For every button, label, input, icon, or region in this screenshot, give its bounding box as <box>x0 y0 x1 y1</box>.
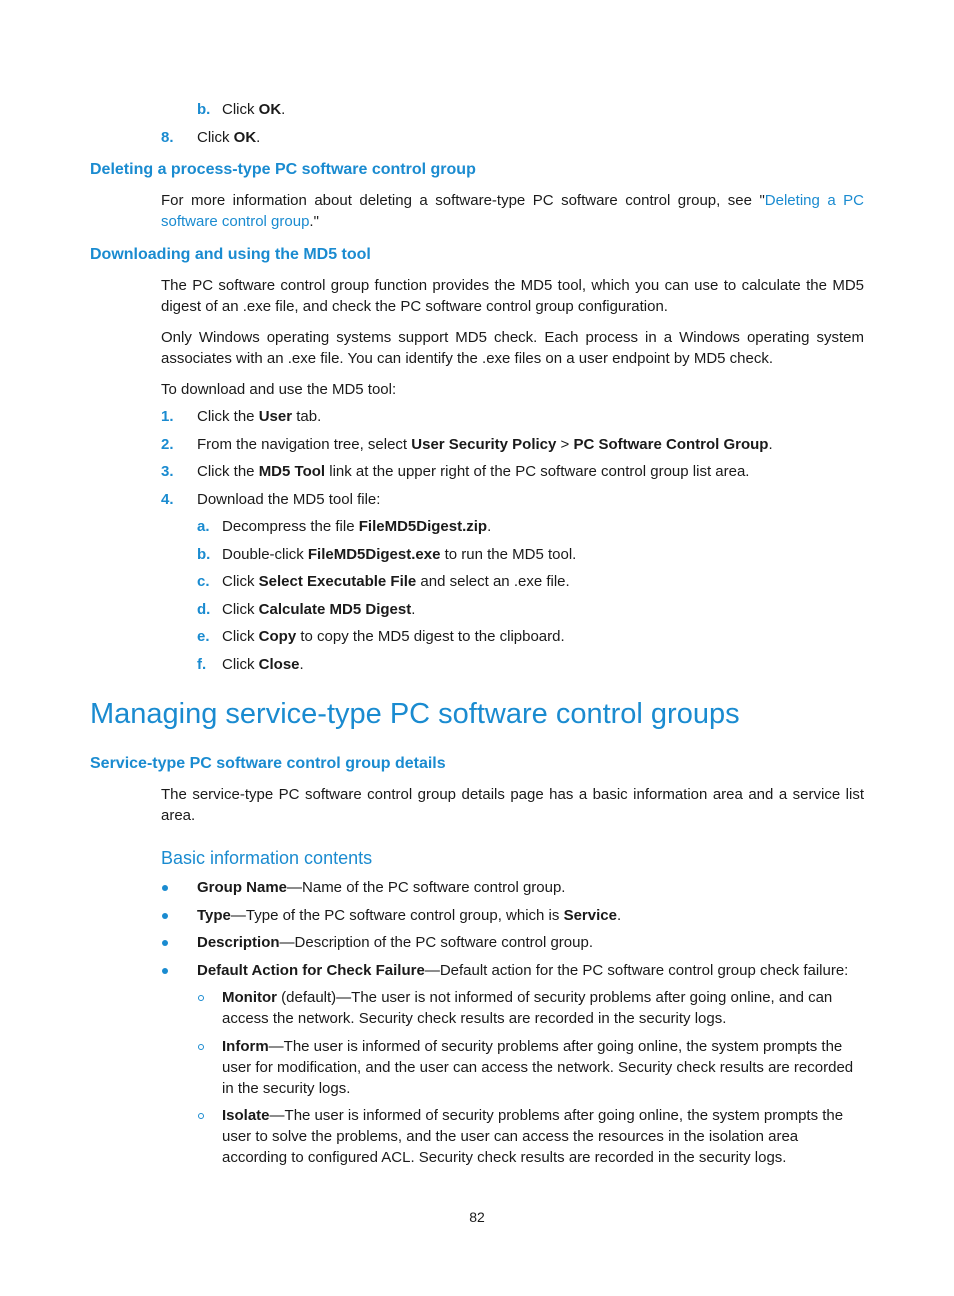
bullet-term: Group Name <box>197 879 288 896</box>
substep-text <box>222 599 415 620</box>
bold-term: FileMD5Digest.zip <box>358 518 488 535</box>
substep-marker: c. <box>197 573 210 590</box>
deleting-link[interactable]: Deleting a PC software control group <box>161 192 864 230</box>
subbullet-desc: (default)—The user is not informed of security problems after going online, and can access the network. Security check results are recorded in the security logs. <box>222 989 833 1027</box>
bullet-desc: . <box>616 907 622 924</box>
md5-paragraph-2: Only Windows operating systems support MD5 check. Each process in a Windows operating system associates with an .exe file. You can identify the .exe files on a user endpoint by MD5 check. <box>161 329 864 367</box>
step-marker: 8. <box>161 129 174 146</box>
bullet-item <box>197 932 593 953</box>
text-run: . <box>768 436 773 453</box>
bold-term: User Security Policy <box>411 436 557 453</box>
text-run: Decompress the file <box>222 518 359 535</box>
bullet-desc: —Type of the PC software control group, which is <box>230 907 564 924</box>
step-text <box>197 434 773 455</box>
text-run: Click <box>222 573 259 590</box>
bullet-desc: —Default action for the PC software control group check failure: <box>424 962 849 979</box>
text-run: Click <box>222 628 259 645</box>
heading-md5: Downloading and using the MD5 tool <box>90 246 371 263</box>
step-text-post: . <box>281 101 286 118</box>
substep-marker: d. <box>197 601 211 618</box>
text-run: Click <box>222 601 259 618</box>
step-text-post: . <box>256 129 261 146</box>
bullet-term: Type <box>197 907 231 924</box>
subbullet-term: Inform <box>222 1038 269 1055</box>
subbullet-term: Monitor <box>222 989 277 1006</box>
text-run: . <box>411 601 416 618</box>
step-marker: 3. <box>161 463 174 480</box>
deleting-paragraph <box>161 190 864 232</box>
text-run: > <box>556 436 574 453</box>
step-marker: 1. <box>161 408 174 425</box>
bold-term: FileMD5Digest.exe <box>307 546 441 563</box>
text-run: . <box>487 518 492 535</box>
bullet-desc: —Name of the PC software control group. <box>287 879 566 896</box>
text-run: to copy the MD5 digest to the clipboard. <box>296 628 565 645</box>
subbullet-desc: —The user is informed of security problems after going online, the system prompts the user for modification, and the user can access the network. Security check results are recorded in the security logs. <box>222 1038 854 1097</box>
heading-details: Service-type PC software control group details <box>90 755 446 772</box>
step-text <box>197 489 380 510</box>
text-run: Double-click <box>222 546 308 563</box>
subheading-basic-info: Basic information contents <box>161 848 373 868</box>
deleting-text-post: ." <box>309 213 319 230</box>
bullet-item <box>197 877 565 898</box>
bullet-dot-icon <box>162 968 168 974</box>
substep-marker: b. <box>197 546 211 563</box>
substep-text <box>222 626 565 647</box>
page-number: 82 <box>469 1209 485 1225</box>
circle-bullet-icon <box>198 1044 204 1050</box>
substep-marker: a. <box>197 518 210 535</box>
md5-intro: To download and use the MD5 tool: <box>161 381 397 398</box>
step-text-pre: Click <box>222 101 259 118</box>
bullet-term: Description <box>197 934 280 951</box>
substep-text <box>222 654 304 675</box>
details-paragraph: The service-type PC software control group details page has a basic information area and a service list area. <box>161 786 864 824</box>
bold-term: Select Executable File <box>258 573 417 590</box>
step-text-bold: OK <box>233 129 257 146</box>
step-text <box>197 461 749 482</box>
subbullet-item <box>222 1036 864 1099</box>
circle-bullet-icon <box>198 995 204 1001</box>
heading-deleting: Deleting a process-type PC software control group <box>90 161 476 178</box>
substep-marker: f. <box>197 656 207 673</box>
bullet-dot-icon <box>162 913 168 919</box>
chapter-title: Managing service-type PC software control groups <box>90 698 740 730</box>
step-marker: 4. <box>161 491 174 508</box>
bold-term: PC Software Control Group <box>573 436 769 453</box>
text-run: and select an .exe file. <box>416 573 570 590</box>
bullet-desc: —Description of the PC software control group. <box>279 934 593 951</box>
bold-term: Calculate MD5 Digest <box>258 601 412 618</box>
substep-text <box>222 544 576 565</box>
bullet-dot-icon <box>162 940 168 946</box>
substep-text <box>222 516 491 537</box>
bullet-term: Default Action for Check Failure <box>197 962 425 979</box>
bullet-term: Service <box>563 907 617 924</box>
bullet-item <box>197 960 848 981</box>
bold-term: User <box>258 408 293 425</box>
step-text-pre: Click <box>197 129 234 146</box>
text-run: From the navigation tree, select <box>197 436 412 453</box>
subbullet-desc: —The user is informed of security problems after going online, the system prompts the user to solve the problems, and the user can access the resources in the isolation area according to configured ACL. Security check results are recorded in the security logs. <box>222 1107 844 1166</box>
substep-text <box>222 571 570 592</box>
step-text <box>197 406 321 427</box>
md5-paragraph-1: The PC software control group function provides the MD5 tool, which you can use to calculate the MD5 digest of an .exe file, and check the PC software control group configuration. <box>161 277 864 315</box>
text-run: tab. <box>292 408 322 425</box>
text-run: Click the <box>197 463 259 480</box>
step-marker: b. <box>197 101 211 118</box>
text-run: to run the MD5 tool. <box>440 546 577 563</box>
text-run: Download the MD5 tool file: <box>197 491 381 508</box>
step-marker: 2. <box>161 436 174 453</box>
step-text-bold: OK <box>258 101 282 118</box>
bold-term: Copy <box>258 628 297 645</box>
bold-term: Close <box>258 656 300 673</box>
text-run: Click <box>222 656 259 673</box>
substep-marker: e. <box>197 628 210 645</box>
bold-term: MD5 Tool <box>258 463 326 480</box>
text-run: . <box>299 656 304 673</box>
deleting-text-pre: For more information about deleting a software-type PC software control group, see " <box>161 192 765 209</box>
text-run: link at the upper right of the PC software control group list area. <box>325 463 750 480</box>
bullet-dot-icon <box>162 885 168 891</box>
subbullet-term: Isolate <box>222 1107 270 1124</box>
subbullet-item <box>222 987 864 1029</box>
subbullet-item <box>222 1105 864 1168</box>
step-text <box>197 127 260 148</box>
text-run: Click the <box>197 408 259 425</box>
circle-bullet-icon <box>198 1113 204 1119</box>
bullet-item <box>197 905 621 926</box>
step-text <box>222 99 285 120</box>
